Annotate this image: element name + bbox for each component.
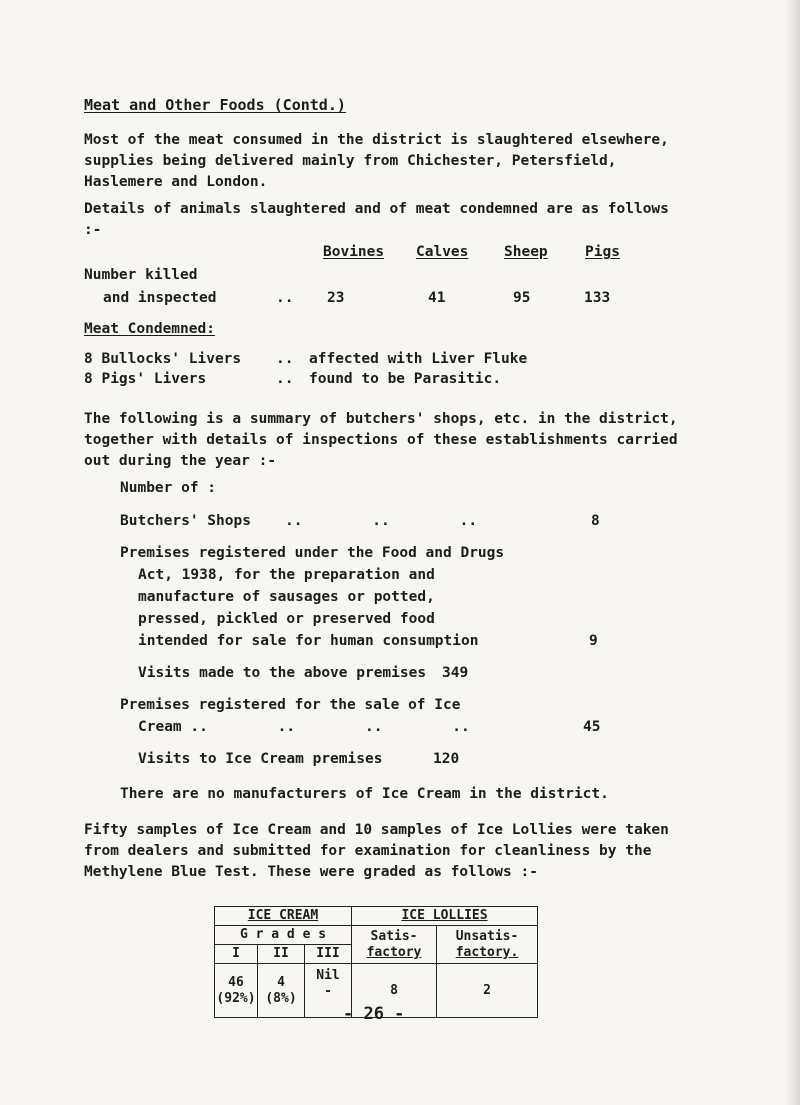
- killed-label-line1: Number killed: [84, 267, 198, 283]
- ice-lollies-header: ICE LOLLIES: [352, 907, 538, 926]
- ice-cream-premises-line2: Cream .. .. .. ..: [138, 719, 470, 735]
- killed-label-line2: and inspected: [103, 290, 217, 306]
- unsatisfactory-header-line2: factory.: [455, 944, 519, 960]
- satisfactory-header: [352, 926, 437, 964]
- grade-1-percent: (92%): [216, 990, 256, 1006]
- unsatisfactory-header-line1: Unsatis-: [455, 928, 519, 944]
- butchers-shops-value: 8: [591, 513, 600, 529]
- butchers-shops-label: Butchers' Shops: [120, 513, 251, 529]
- grade-3-percent: -: [324, 984, 332, 999]
- value-pigs: 133: [584, 290, 611, 306]
- page-number: - 26 -: [343, 1004, 405, 1024]
- meat-condemned-title: Meat Condemned:: [84, 321, 215, 337]
- samples-paragraph: Fifty samples of Ice Cream and 10 samples of Ice Lollies were taken from dealers and submitted for examination for cleanliness by the Methylene Blue Test. These were graded as follows :-: [84, 822, 669, 880]
- satisfactory-header-line2: factory: [366, 944, 422, 960]
- header-sheep: Sheep: [504, 244, 548, 260]
- header-calves: Calves: [416, 244, 469, 260]
- grade-col-1: I: [215, 945, 258, 964]
- grade-3-value: Nil: [316, 968, 340, 983]
- header-pigs: Pigs: [585, 244, 620, 260]
- killed-dots: ..: [276, 290, 294, 306]
- section-heading: Meat and Other Foods (Contd.): [84, 96, 346, 114]
- satisfactory-header-line1: Satis-: [370, 928, 418, 944]
- header-bovines: Bovines: [323, 244, 385, 260]
- grade-2-value: 4: [277, 974, 285, 990]
- value-bovines: 23: [327, 290, 345, 306]
- value-calves: 41: [428, 290, 446, 306]
- grade-1-cell: [215, 964, 258, 1018]
- grade-col-2: II: [258, 945, 305, 964]
- visits-ice-cream-label: Visits to Ice Cream premises: [138, 751, 383, 767]
- condemned-reason-2: found to be Parasitic.: [309, 371, 502, 387]
- food-drugs-line3: manufacture of sausages or potted,: [138, 589, 435, 605]
- grade-1-value: 46: [228, 974, 244, 990]
- unsatisfactory-header: [437, 926, 538, 964]
- details-intro: Details of animals slaughtered and of meat condemned are as follows :-: [84, 201, 669, 238]
- condemned-item-2: 8 Pigs' Livers: [84, 371, 207, 387]
- visits-premises-value: 349: [442, 665, 469, 681]
- food-drugs-line5: intended for sale for human consumption: [138, 633, 479, 649]
- summary-intro: The following is a summary of butchers' shops, etc. in the district, together with details of inspections of these establishments carried out during the year :-: [84, 411, 678, 469]
- visits-premises-label: Visits made to the above premises: [138, 665, 427, 681]
- unsatisfactory-value: 2: [437, 964, 538, 1018]
- no-manufacturers-text: There are no manufacturers of Ice Cream in the district.: [120, 786, 609, 802]
- butchers-shops-dots: .. .. ..: [285, 513, 478, 529]
- grades-header: G r a d e s: [215, 926, 352, 945]
- grades-table: [214, 906, 538, 1018]
- food-drugs-value: 9: [589, 633, 598, 649]
- value-sheep: 95: [513, 290, 531, 306]
- ice-cream-header: ICE CREAM: [215, 907, 352, 926]
- grade-col-3: III: [305, 945, 352, 964]
- food-drugs-line4: pressed, pickled or preserved food: [138, 611, 435, 627]
- ice-cream-premises-value: 45: [583, 719, 601, 735]
- page-edge-shadow: [786, 0, 800, 1105]
- condemned-item-1: 8 Bullocks' Livers: [84, 351, 242, 367]
- visits-ice-cream-value: 120: [433, 751, 460, 767]
- number-of-label: Number of :: [120, 480, 217, 496]
- grade-2-percent: (8%): [265, 990, 297, 1006]
- condemned-reason-1: affected with Liver Fluke: [309, 351, 528, 367]
- grade-2-cell: [258, 964, 305, 1018]
- food-drugs-line2: Act, 1938, for the preparation and: [138, 567, 435, 583]
- satisfactory-value: 8: [352, 964, 437, 1018]
- intro-paragraph: Most of the meat consumed in the district is slaughtered elsewhere, supplies being delivered mainly from Chichester, Petersfield, Haslemere and London.: [84, 132, 669, 190]
- condemned-dots-2: ..: [276, 371, 294, 387]
- food-drugs-line1: Premises registered under the Food and Drugs: [120, 545, 505, 561]
- ice-cream-premises-line1: Premises registered for the sale of Ice: [120, 697, 461, 713]
- condemned-dots-1: ..: [276, 351, 294, 367]
